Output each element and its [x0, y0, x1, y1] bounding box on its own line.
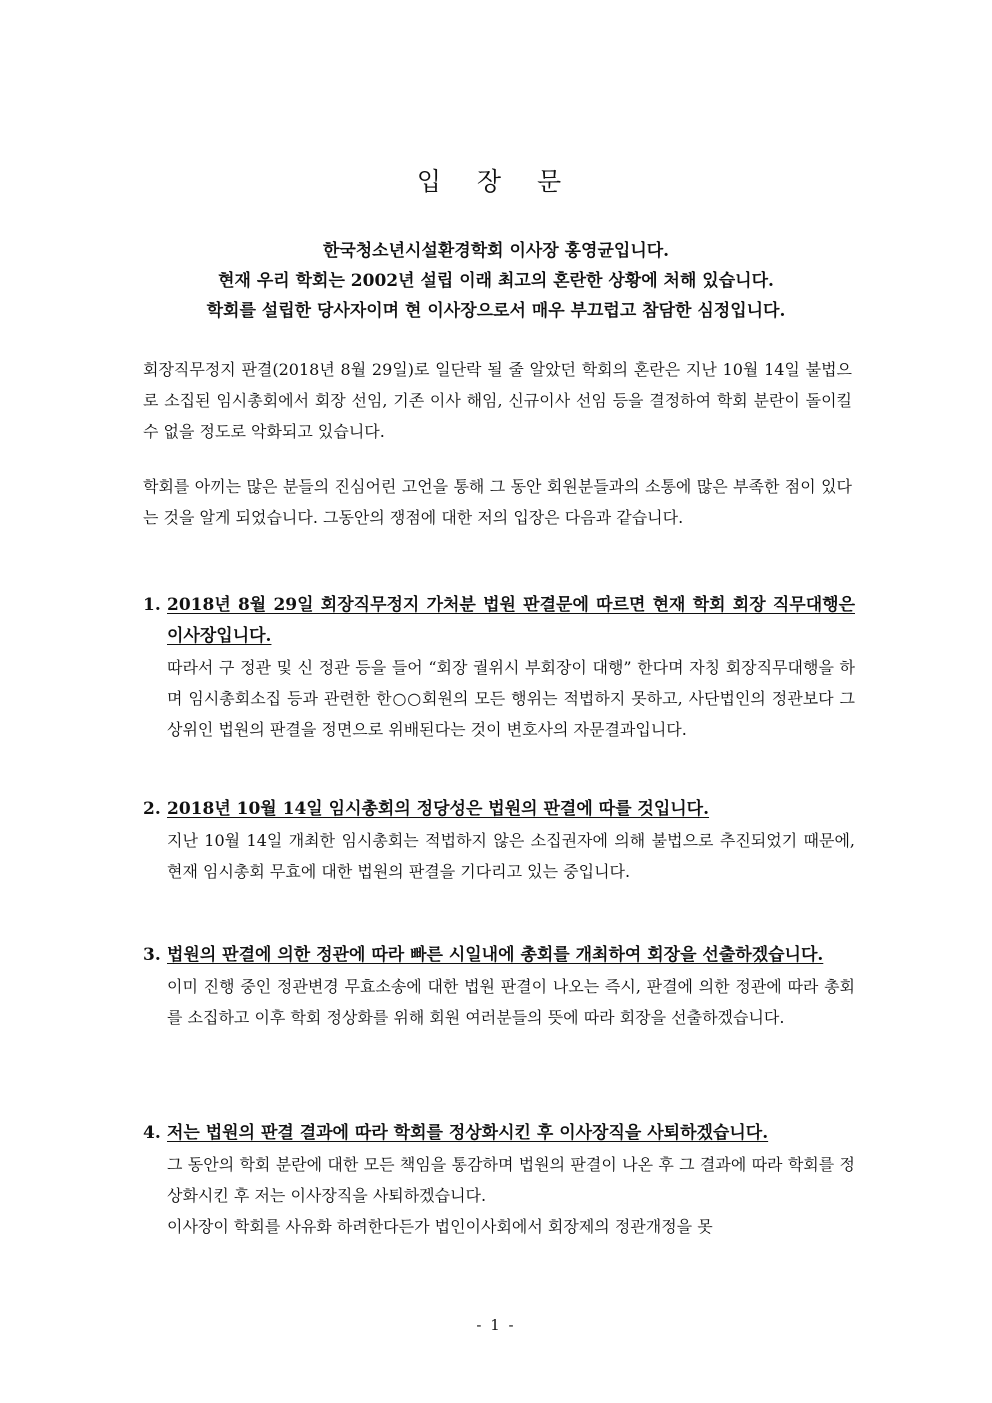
intro-block — [0, 236, 992, 326]
section-number: 3. — [143, 945, 161, 965]
section-4 — [143, 1118, 855, 1242]
section-body: 지난 10월 14일 개최한 임시총회는 적법하지 않은 소집권자에 의해 불법으로 추진되었기 때문에, 현재 임시총회 무효에 대한 법원의 판결을 기다리고 있는 중입니다. — [167, 831, 855, 881]
section-number: 2. — [143, 799, 161, 819]
section-heading — [143, 590, 855, 652]
intro-line: 현재 우리 학회는 2002년 설립 이래 최고의 혼란한 상황에 처해 있습니다. — [218, 271, 774, 291]
section-title: 법원의 판결에 의한 정관에 따라 빠른 시일내에 총회를 개최하여 회장을 선출하겠습니다. — [167, 945, 824, 965]
section-body: 이미 진행 중인 정관변경 무효소송에 대한 법원 판결이 나오는 즉시, 판결에 의한 정관에 따라 총회를 소집하고 이후 학회 정상화를 위해 회원 여러분들의 뜻에 따라 회장을 선출하겠습니다. — [167, 977, 855, 1027]
page-number: - 1 - — [476, 1316, 516, 1334]
section-1 — [143, 590, 855, 745]
section-title: 저는 법원의 판결 결과에 따라 학회를 정상화시킨 후 이사장직을 사퇴하겠습니다. — [167, 1123, 769, 1143]
body-paragraph: 회장직무정지 판결(2018년 8월 29일)로 일단락 될 줄 알았던 학회의 혼란은 지난 10월 14일 불법으로 소집된 임시총회에서 회장 선임, 기존 이사 해임, 신규이사 선임 등을 결정하여 학회 분란이 돌이킬 수 없을 정도로 악화되고 있습니다. — [143, 360, 852, 441]
intro-line: 한국청소년시설환경학회 이사장 홍영균입니다. — [322, 241, 670, 261]
section-3 — [143, 940, 855, 1033]
section-number: 1. — [143, 595, 161, 615]
body-paragraph: 학회를 아끼는 많은 분들의 진심어린 고언을 통해 그 동안 회원분들과의 소통에 많은 부족한 점이 있다는 것을 알게 되었습니다. 그동안의 쟁점에 대한 저의 입장은 다음과 같습니다. — [143, 477, 852, 527]
section-2 — [143, 794, 855, 887]
section-body: 따라서 구 정관 및 신 정관 등을 들어 “회장 궐위시 부회장이 대행” 한다며 자칭 회장직무대행을 하며 임시총회소집 등과 관련한 한○○회원의 모든 행위는 적법하지 못하고, 사단법인의 정관보다 그 상위인 법원의 판결을 정면으로 위배된다는 것이 변호사의 자문결과입니다. — [167, 658, 855, 739]
document-title: 입 장 문 — [416, 167, 576, 196]
section-heading — [143, 794, 855, 825]
section-heading — [143, 1118, 855, 1149]
section-body-continued: 이사장이 학회를 사유화 하려한다든가 법인이사회에서 회장제의 정관개정을 못 — [167, 1217, 713, 1236]
section-number: 4. — [143, 1123, 161, 1143]
section-title: 2018년 8월 29일 회장직무정지 가처분 법원 판결문에 따르면 현재 학회 회장 직무대행은 이사장입니다. — [167, 595, 855, 646]
section-heading — [143, 940, 855, 971]
section-title: 2018년 10월 14일 임시총회의 정당성은 법원의 판결에 따를 것입니다. — [167, 799, 710, 819]
intro-line: 학회를 설립한 당사자이며 현 이사장으로서 매우 부끄럽고 참담한 심정입니다. — [206, 301, 786, 321]
section-body: 그 동안의 학회 분란에 대한 모든 책임을 통감하며 법원의 판결이 나온 후 그 결과에 따라 학회를 정상화시킨 후 저는 이사장직을 사퇴하겠습니다. — [167, 1155, 855, 1205]
